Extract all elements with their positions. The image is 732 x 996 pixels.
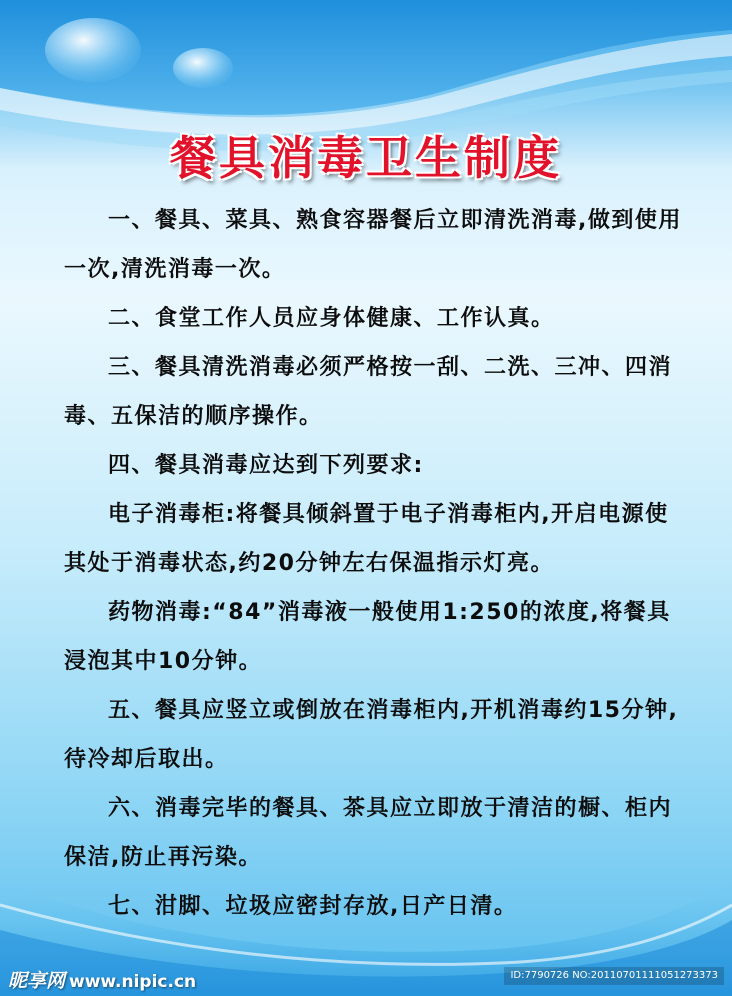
paragraph-6: 药物消毒:“84”消毒液一般使用1:250的浓度,将餐具浸泡其中10分钟。 bbox=[64, 600, 671, 674]
watermark-logo bbox=[8, 966, 196, 993]
paragraph-1: 一、餐具、菜具、熟食容器餐后立即清洗消毒,做到使用一次,清洗消毒一次。 bbox=[64, 208, 682, 282]
paragraph-8: 六、消毒完毕的餐具、茶具应立即放于清洁的橱、柜内保洁,防止再污染。 bbox=[64, 796, 673, 870]
paragraph-4: 四、餐具消毒应达到下列要求: bbox=[108, 453, 424, 478]
bubble-small bbox=[173, 48, 233, 88]
page-title: 餐具消毒卫生制度 bbox=[170, 131, 562, 185]
watermark-url: www.nipic.cn bbox=[69, 972, 197, 992]
paragraph-2: 二、食堂工作人员应身体健康、工作认真。 bbox=[108, 306, 555, 331]
paragraph-9: 七、泔脚、垃圾应密封存放,日产日清。 bbox=[108, 894, 518, 919]
regulation-body bbox=[64, 196, 688, 931]
paragraph-7: 五、餐具应竖立或倒放在消毒柜内,开机消毒约15分钟,待冷却后取出。 bbox=[64, 698, 679, 772]
bubble-large bbox=[45, 18, 141, 82]
watermark-brand: 昵享网 bbox=[8, 970, 66, 992]
paragraph-5: 电子消毒柜:将餐具倾斜置于电子消毒柜内,开启电源使其处于消毒状态,约20分钟左右保温指示灯亮。 bbox=[64, 502, 669, 576]
watermark-id: ID:7790726 NO:20110701111051273373 bbox=[504, 967, 724, 985]
paragraph-3: 三、餐具清洗消毒必须严格按一刮、二洗、三冲、四消毒、五保洁的顺序操作。 bbox=[64, 355, 673, 429]
